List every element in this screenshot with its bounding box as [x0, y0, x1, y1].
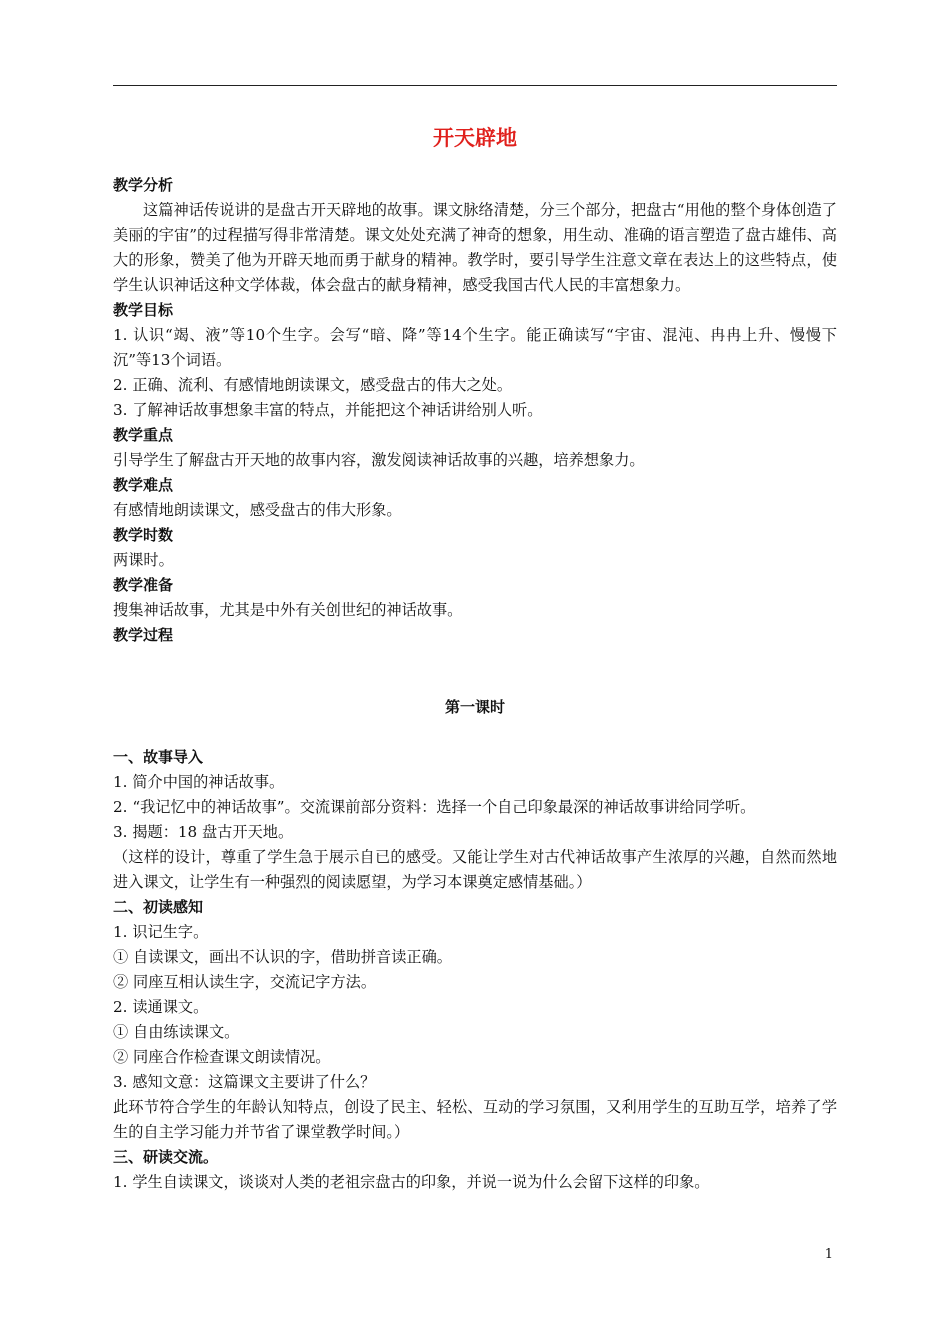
section-heading: 一、故事导入: [113, 748, 204, 766]
key-points-text: 引导学生了解盘古开天地的故事内容，激发阅读神话故事的兴趣，培养想象力。: [113, 451, 645, 469]
heading-key-points: 教学重点: [113, 426, 174, 444]
heading-analysis: 教学分析: [113, 176, 174, 194]
analysis-text: 这篇神话传说讲的是盘古开天辟地的故事。课文脉络清楚，分三个部分，把盘古“用他的整个身体创造了美丽的宇宙”的过程描写得非常清楚。课文处处充满了神奇的想象，用生动、准确的语言塑造了盘古雄伟、高大的形象，赞美了他为开辟天地而勇于献身的精神。教学时，要引导学生注意文章在表达上的这些特点，使学生认识神话这种文学体裁，体会盘古的献身精神，感受我国古代人民的丰富想象力。: [113, 201, 837, 294]
heading-difficulty: 教学难点: [113, 476, 174, 494]
goal-item: 3. 了解神话故事想象丰富的特点，并能把这个神话讲给别人听。: [113, 401, 543, 419]
section-heading: 二、初读感知: [113, 898, 204, 916]
section-line: 2. “我记忆中的神话故事”。交流课前部分资料：选择一个自己印象最深的神话故事讲给同学听。: [113, 798, 756, 816]
difficulty-text: 有感情地朗读课文，感受盘古的伟大形象。: [113, 501, 402, 519]
lesson-title: 第一课时: [444, 698, 505, 716]
section-heading: 三、研读交流。: [113, 1148, 219, 1166]
section-note: （这样的设计，尊重了学生急于展示自已的感受。又能让学生对古代神话故事产生浓厚的兴趣，自然而然地进入课文，让学生有一种强烈的阅读愿望，为学习本课奠定感情基础。）: [113, 848, 837, 891]
section-line: ② 同座合作检查课文朗读情况。: [113, 1048, 331, 1066]
section-line: 1. 学生自读课文，谈谈对人类的老祖宗盘古的印象，并说一说为什么会留下这样的印象。: [113, 1173, 710, 1191]
document-title: 开天辟地: [433, 126, 517, 150]
hours-text: 两课时。: [113, 551, 174, 569]
goal-item: 1. 认识“竭、液”等10个生字。会写“暗、降”等14个生字。能正确读写“宇宙、混沌、冉冉上升、慢慢下沉”等13个词语。: [113, 326, 837, 369]
section-line: 3. 感知文意：这篇课文主要讲了什么？: [113, 1073, 376, 1091]
header-rule: [113, 85, 837, 86]
section-line: 1. 识记生字。: [113, 923, 209, 941]
heading-process: 教学过程: [113, 626, 174, 644]
section-line: ① 自由练读课文。: [113, 1023, 240, 1041]
section-line: ① 自读课文，画出不认识的字，借助拼音读正确。: [113, 948, 452, 966]
prep-text: 搜集神话故事，尤其是中外有关创世纪的神话故事。: [113, 601, 463, 619]
heading-prep: 教学准备: [113, 576, 174, 594]
section-line: 3. 揭题：18 盘古开天地。: [113, 823, 294, 841]
heading-goals: 教学目标: [113, 301, 174, 319]
section-line: ② 同座互相认读生字，交流记字方法。: [113, 973, 377, 991]
goal-item: 2. 正确、流利、有感情地朗读课文，感受盘古的伟大之处。: [113, 376, 513, 394]
section-line: 1. 简介中国的神话故事。: [113, 773, 285, 791]
section-note: 此环节符合学生的年龄认知特点，创设了民主、轻松、互动的学习氛围，又利用学生的互助互学，培养了学生的自主学习能力并节省了课堂教学时间。）: [113, 1098, 837, 1141]
heading-hours: 教学时数: [113, 526, 174, 544]
section-line: 2. 读通课文。: [113, 998, 209, 1016]
page-number: 1: [824, 1247, 833, 1262]
document-body: [113, 173, 837, 1195]
